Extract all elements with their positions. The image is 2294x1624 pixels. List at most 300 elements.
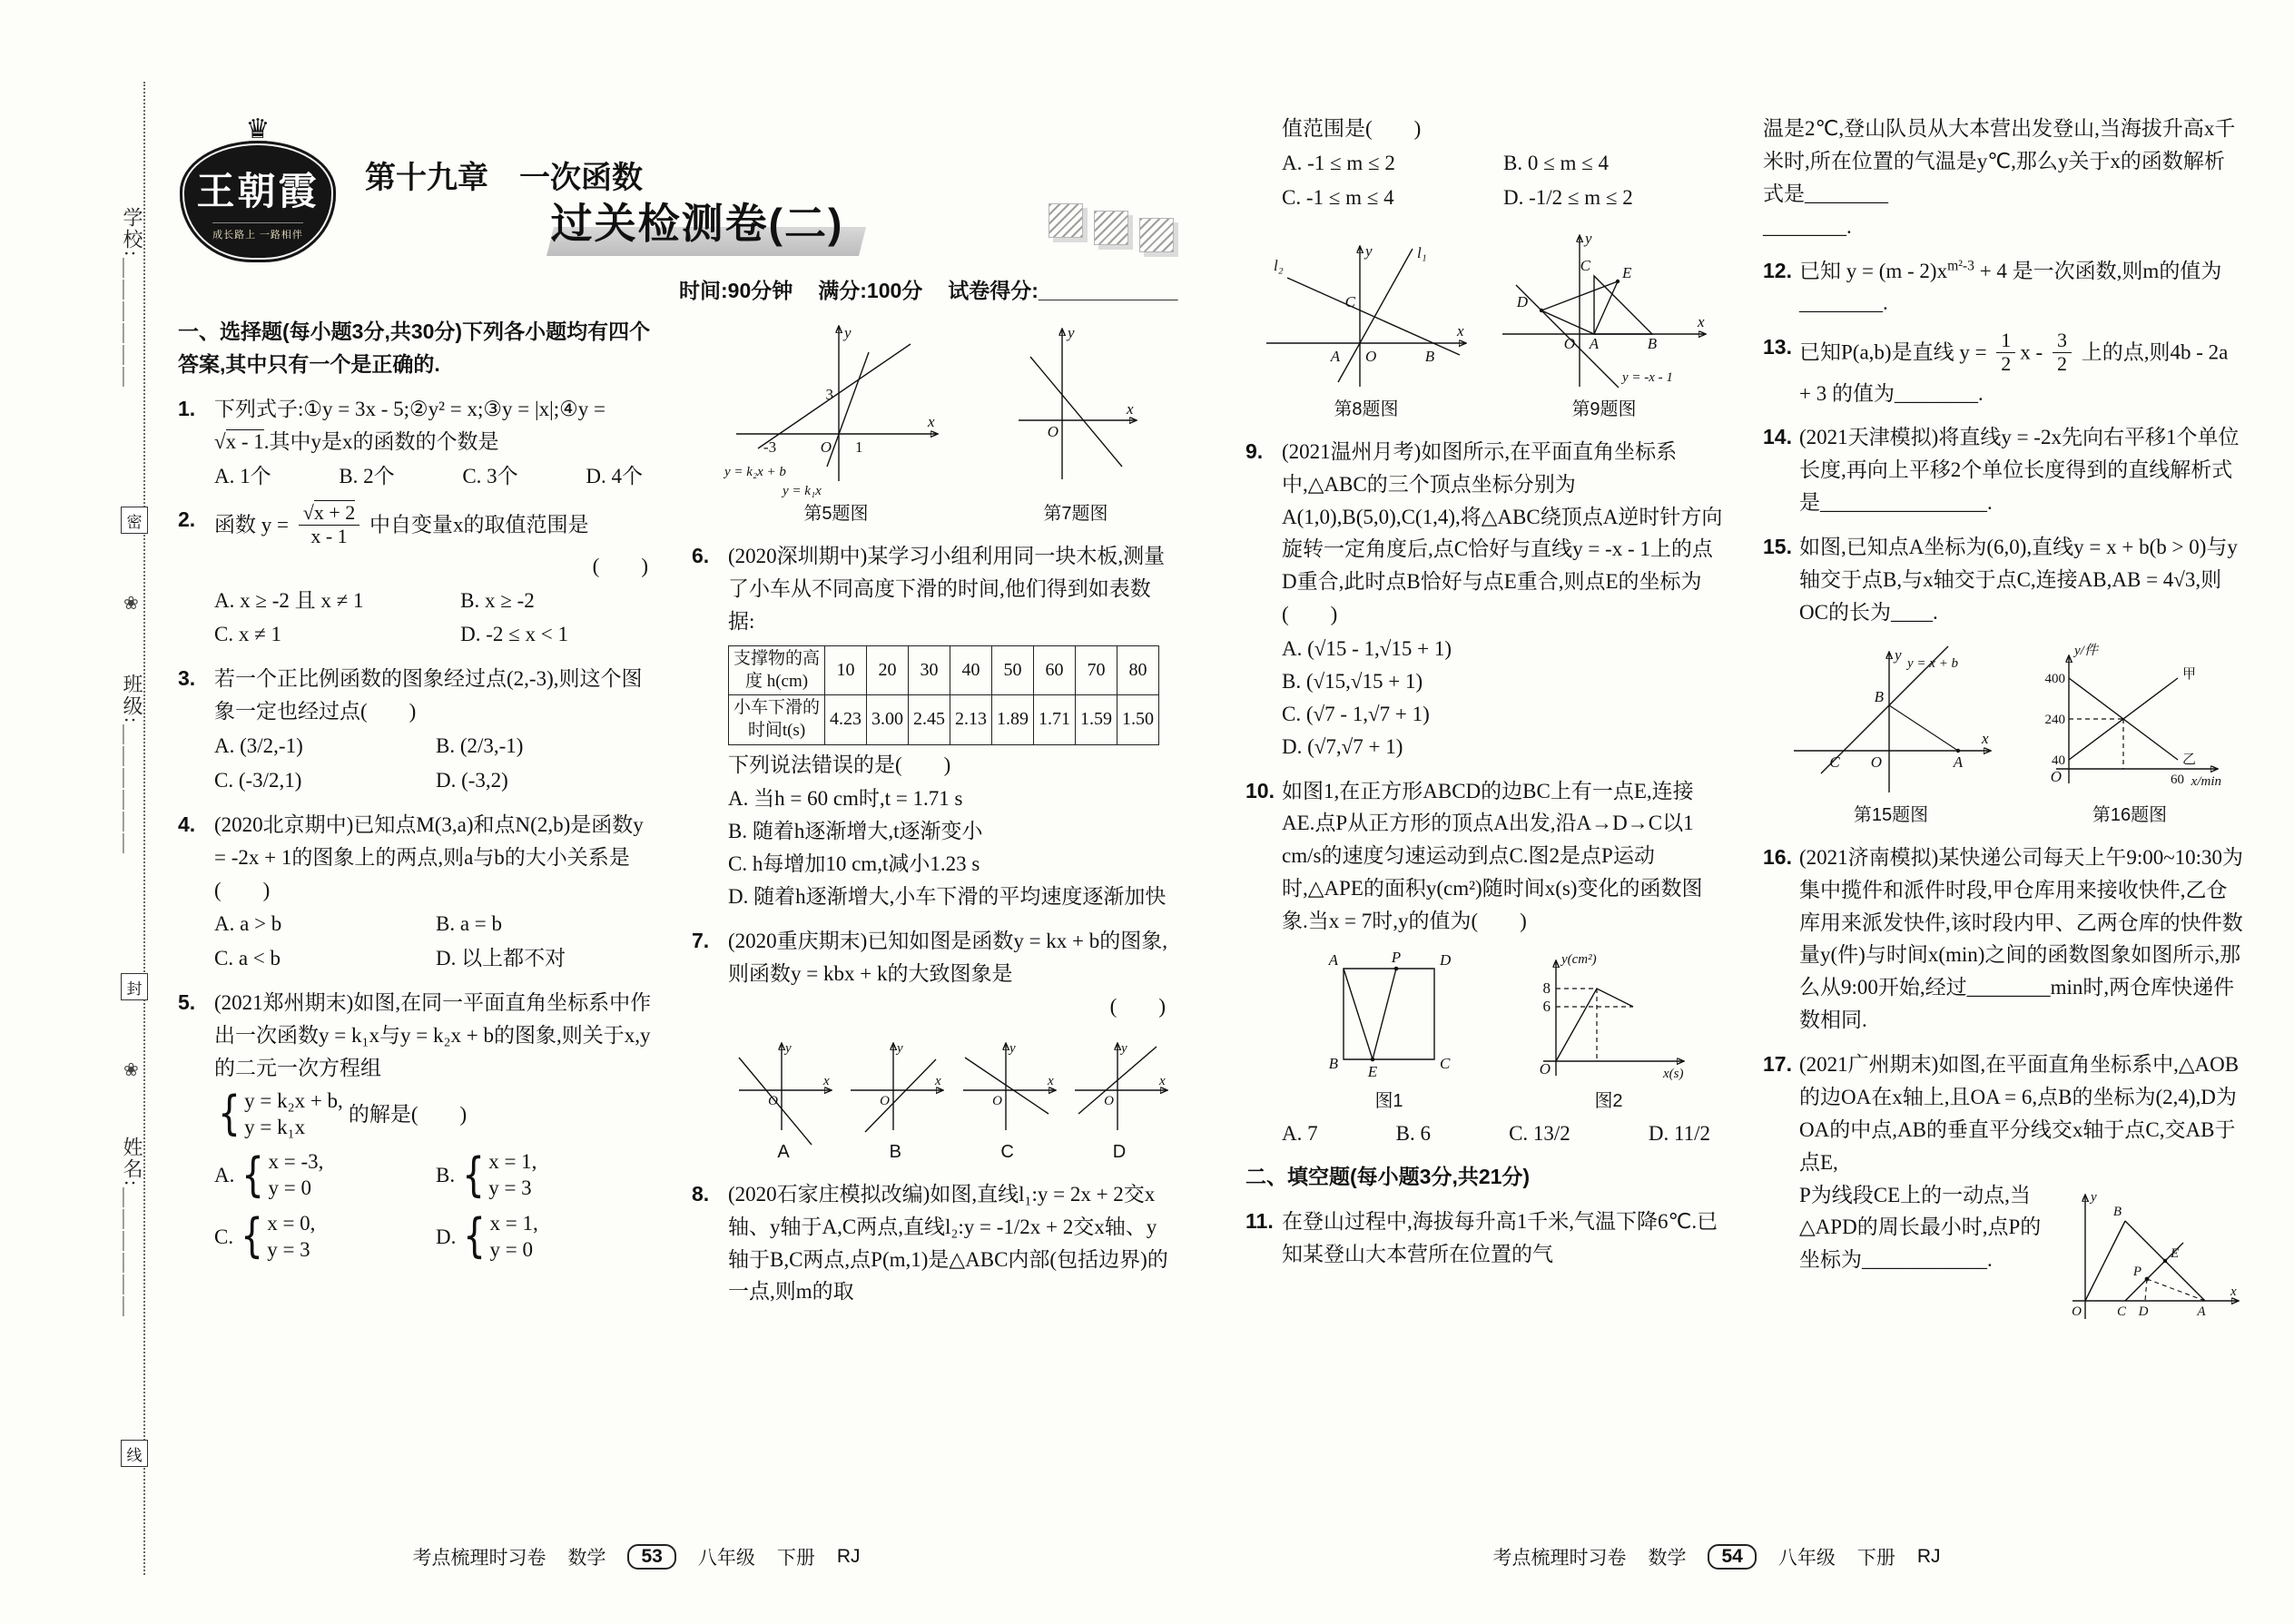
option: C. -1 ≤ m ≤ 4: [1282, 185, 1394, 209]
question-stem: (2020北京期中)已知点M(3,a)和点N(2,b)是函数y = -2x + 1的图象上的两点,则a与b的大小关系是( ): [214, 812, 644, 901]
question-12: [1763, 255, 2244, 320]
point-p: P: [1391, 948, 1402, 966]
option-label: C.: [214, 1225, 234, 1248]
table-row: [729, 645, 1159, 694]
tick-6: 6: [1542, 997, 1551, 1015]
denominator: 2: [2056, 351, 2067, 375]
data-table: [728, 645, 1159, 745]
x-label: x: [823, 1073, 830, 1088]
option: C. h每增加10 cm,t减小1.23 s: [728, 852, 980, 876]
cell: 50: [992, 645, 1034, 694]
option: [436, 1149, 657, 1202]
line-yi-label: 乙: [2181, 752, 2196, 767]
option: B. 0 ≤ m ≤ 4: [1503, 151, 1609, 174]
cell: 1.59: [1076, 695, 1117, 744]
footer-grade: 八年级: [697, 1548, 755, 1569]
question-stem-wrap: [1799, 1179, 2244, 1319]
q6-options: [728, 782, 1175, 913]
question-15: [1763, 531, 2244, 629]
option: [436, 1211, 657, 1264]
denominator: x - 1: [310, 525, 348, 547]
question-number: 15.: [1763, 535, 1792, 558]
origin-label: O: [768, 1093, 778, 1108]
question-ask: 下列说法错误的是( ): [728, 753, 951, 776]
option: D. 随着h逐渐增大,小车下滑的平均速度逐渐加快: [728, 885, 1167, 909]
figure-10-1-graph: [1316, 949, 1462, 1085]
question-1: [178, 393, 657, 493]
fraction: [1996, 330, 2015, 375]
exam-full-score: 满分:100分: [818, 279, 923, 302]
tick-240: 240: [2044, 712, 2065, 727]
question-stem: 温是2℃,登山队员从大本营出发登山,当海拔升高x千米时,所在位置的气温是y℃,那么y关于x的函数解析式是________: [1763, 117, 2236, 205]
option-line: y = 3: [267, 1237, 310, 1261]
x-label: x: [1697, 312, 1705, 330]
x-label: x: [935, 1073, 941, 1088]
y-label: y: [2091, 1189, 2097, 1205]
figures-q8-q9: [1247, 225, 1723, 424]
q9-options: [1282, 633, 1725, 763]
figures-q10: [1284, 949, 1723, 1116]
exam-meta: [679, 274, 1177, 304]
origin-label: O: [880, 1093, 891, 1108]
tick-3: 3: [825, 386, 833, 403]
question-10: [1245, 775, 1725, 1150]
question-number: 5.: [178, 990, 196, 1015]
line-k2x-b: [758, 344, 911, 448]
y-label: y: [1584, 229, 1592, 247]
option-line: x = 0,: [267, 1211, 316, 1235]
cell: 2.45: [909, 695, 950, 744]
footer-subject: 数学: [567, 1548, 606, 1569]
column-4: [1763, 113, 2244, 1339]
tick-neg3: -3: [763, 438, 777, 456]
area-curve: [1556, 989, 1633, 1061]
brand-name: 王朝霞: [196, 170, 320, 212]
point-e: E: [2171, 1245, 2180, 1261]
fraction: [299, 502, 360, 547]
option: C. x ≠ 1: [214, 623, 281, 646]
question-number: 16.: [1763, 844, 1792, 869]
y-axis-label: y/件: [2073, 643, 2098, 658]
cell: 1.89: [992, 695, 1034, 744]
option: B. 2个: [339, 464, 395, 487]
cell: 4.23: [825, 695, 867, 744]
stem-text: 函数 y =: [214, 513, 294, 536]
question-stem: (2020重庆期末)已知如图是函数y = kx + b的图象,则函数y = kbx + k的大致图象是: [728, 929, 1168, 985]
question-stem: [214, 393, 657, 458]
tick-8: 8: [1542, 979, 1551, 997]
point-a: A: [2197, 1304, 2206, 1319]
option: B. a = b: [436, 912, 503, 936]
point-e: E: [1367, 1062, 1378, 1080]
question-17: [1763, 1048, 2244, 1319]
point-b: B: [1424, 347, 1434, 365]
option: A. 7: [1282, 1122, 1318, 1146]
point-a-dot: [1955, 748, 1959, 752]
question-stem: [214, 501, 657, 549]
footer-right: [1403, 1543, 2030, 1570]
figure-caption: 第15题图: [1853, 804, 1929, 825]
question-stem: [1799, 255, 2244, 320]
figure-q16-graph: [2033, 640, 2228, 799]
option: D. (-3,2): [436, 768, 508, 792]
point-b: B: [1874, 687, 1884, 705]
y-label: y: [1894, 645, 1902, 664]
question-stem: 若一个正比例函数的图象经过点(2,-3),则这个图象一定也经过点( ): [214, 667, 643, 723]
question-number: 12.: [1763, 258, 1792, 282]
figure-caption: 第7题图: [1043, 504, 1108, 524]
figure-q5-graph: [723, 316, 950, 497]
point-a: A: [1330, 347, 1340, 365]
q2-options: [214, 585, 657, 652]
question-number: 7.: [692, 928, 710, 952]
origin-label: O: [1539, 1059, 1551, 1078]
x-label: x: [2230, 1284, 2237, 1299]
brace: {: [462, 1147, 486, 1203]
stem-text: 中自变量x的取值范围是: [364, 513, 589, 536]
question-number: 8.: [692, 1181, 710, 1206]
option-line: y = 0: [489, 1237, 533, 1261]
option: C. (√7 - 1,√7 + 1): [1282, 702, 1430, 725]
point-b: B: [2112, 1204, 2122, 1219]
option: A. a > b: [214, 912, 282, 936]
point-e-dot: [2163, 1258, 2167, 1262]
cell: 40: [950, 645, 992, 694]
radical-sign: √: [214, 429, 226, 453]
figure-caption: 图2: [1594, 1090, 1623, 1111]
y-label: y: [897, 1040, 903, 1056]
question-number: 11.: [1245, 1208, 1274, 1233]
question-stem: (2020深圳期中)某学习小组利用同一块木板,测量了小车从不同高度下滑的时间,他们得到如表数据:: [728, 545, 1166, 633]
denominator: 2: [2001, 351, 2012, 375]
choice-letter: C: [1000, 1141, 1014, 1162]
x-label: x: [1456, 321, 1464, 340]
question-2: [178, 501, 657, 651]
figure-q7: [1008, 316, 1144, 528]
point-c: C: [1580, 256, 1590, 274]
question-3: [178, 663, 657, 797]
question-number: 14.: [1763, 425, 1792, 449]
question-number: 17.: [1763, 1052, 1792, 1077]
figure-q8: [1255, 234, 1478, 424]
stem-text: P为线段CE上的一动点,当△APD的周长最小时,点P的坐标为____________.: [1799, 1183, 2042, 1272]
point-e: E: [1621, 263, 1631, 281]
question-stem: (2021广州期末)如图,在平面直角坐标系中,△AOB的边OA在x轴上,且OA = 6,点B的坐标为(2,4),D为OA的中点,AB的垂直平分线交x轴于点C,交AB于点E,: [1799, 1053, 2240, 1174]
x-label: x: [1047, 1073, 1054, 1088]
q3-options: [214, 730, 657, 797]
point-c: C: [1828, 753, 1840, 771]
radicand: x + 2: [313, 501, 356, 525]
question-stem: (2020石家庄模拟改编)如图,直线l₁:y = 2x + 2交x轴、y轴于A,C两点,直线l₂:y = -1/2x + 2交x轴、y轴于B,C两点,点P(m,1)是△ABC内部(包括边界)的一点,则m的取: [728, 1182, 1168, 1304]
point-c: C: [1344, 292, 1355, 310]
figure-q15-graph: [1780, 640, 2003, 799]
numerator: 1: [1996, 330, 2015, 353]
stem-text: 上的点,则4b - 2a + 3 的值为________.: [1799, 340, 2229, 405]
y-label: y: [844, 324, 852, 341]
option-label: B.: [436, 1164, 456, 1187]
radicand: x - 1: [225, 429, 264, 453]
point-p: P: [2132, 1264, 2141, 1279]
choice-letter: B: [889, 1141, 901, 1162]
page-title: 过关检测卷(二): [550, 200, 844, 247]
chapter-title: 第十九章 一次函数: [365, 161, 643, 195]
y-axis-label: y(cm²): [1561, 951, 1597, 967]
question-number: 4.: [178, 812, 196, 836]
crown-icon: ♛: [245, 114, 271, 144]
origin-label: O: [1870, 753, 1882, 771]
option: A. 1个: [214, 464, 271, 487]
cell: 3.00: [867, 695, 909, 744]
option-label: D.: [436, 1225, 457, 1248]
system-line: y = k₁x: [244, 1115, 306, 1138]
question-8: [692, 1178, 1175, 1309]
question-number: 6.: [692, 544, 710, 568]
question-11: [1245, 1206, 1725, 1271]
class-field: 班级:＿＿＿＿＿＿: [121, 674, 143, 856]
triangle-abc: [1594, 276, 1652, 334]
origin-label: O: [2050, 767, 2062, 785]
option: [214, 1211, 436, 1264]
cell: 10: [825, 645, 867, 694]
page-number: 53: [627, 1544, 675, 1570]
footer-volume: 下册: [776, 1548, 815, 1569]
question-stem: [1799, 331, 2244, 409]
option: D. -1/2 ≤ m ≤ 2: [1503, 185, 1633, 209]
segment-pd: [2145, 1279, 2147, 1301]
segment-ob: [2085, 1221, 2125, 1301]
figure-q9-graph: [1493, 225, 1716, 393]
row-header: 小车下滑的时间t(s): [729, 695, 825, 744]
option: B. (√15,√15 + 1): [1282, 669, 1423, 693]
graph-b: [842, 1034, 949, 1136]
point-d-dot: [1539, 308, 1542, 311]
exam-time: 时间:90分钟: [679, 279, 793, 302]
origin-label: O: [1104, 1093, 1114, 1108]
figures-q15-q16: [1765, 640, 2242, 830]
q10-options: [1282, 1117, 1725, 1150]
equation-label: y = k₁x: [783, 484, 822, 498]
cell: 30: [909, 645, 950, 694]
hatch-ornament: [1094, 211, 1128, 245]
question-number: 3.: [178, 666, 196, 691]
y-label: y: [785, 1040, 792, 1056]
option: D. -2 ≤ x < 1: [460, 623, 568, 646]
cell: 80: [1117, 645, 1159, 694]
origin-label: O: [820, 438, 832, 456]
figure-q8-graph: [1255, 234, 1478, 393]
question-stem: (2021天津模拟)将直线y = -2x先向右平移1个单位长度,再向上平移2个单位长度得到的直线解析式是________________.: [1799, 426, 2240, 515]
question-stem: (2021温州月考)如图所示,在平面直角坐标系中,△ABC的三个顶点坐标分别为A(1,0),B(5,0),C(1,4),将△ABC绕顶点A逆时针方向旋转一定角度后,点C恰好与直线y = -x - 1上的点D重合,此时点B恰好与点E重合,则点E的坐标为( ): [1282, 439, 1723, 626]
row-header: 支撑物的高度 h(cm): [729, 645, 825, 694]
radical-sign: √: [302, 501, 314, 525]
answer-paren: ( ): [592, 554, 648, 577]
option: D. 以上都不对: [436, 947, 566, 970]
point-e-dot: [1371, 1058, 1375, 1062]
y-label: y: [1364, 241, 1373, 260]
option: B. 6: [1395, 1122, 1432, 1146]
question-14: [1763, 421, 2244, 519]
numerator: 3: [2053, 330, 2072, 353]
l2-label: l₂: [1273, 256, 1284, 274]
option-line: x = -3,: [268, 1150, 324, 1174]
flower-icon: ❀: [123, 594, 139, 614]
footer-edition: RJ: [836, 1546, 861, 1567]
option-line: x = 1,: [488, 1150, 537, 1174]
segment-ep: [1373, 969, 1396, 1059]
question-stem: 如图,已知点A坐标为(6,0),直线y = x + b(b > 0)与y轴交于点B,与x轴交于点C,连接AB,AB = 4√3,则OC的长为____.: [1799, 536, 2238, 624]
brace: {: [241, 1147, 265, 1203]
option-label: A.: [214, 1164, 235, 1187]
cell: 70: [1076, 645, 1117, 694]
figure-q9: [1493, 225, 1716, 424]
cell: 2.13: [950, 695, 992, 744]
option: D. 11/2: [1648, 1122, 1710, 1146]
figure-10-2: [1527, 949, 1690, 1116]
figure-caption: 图1: [1374, 1090, 1403, 1111]
figure-caption: 第16题图: [2092, 804, 2168, 825]
page-number: 54: [1708, 1544, 1756, 1570]
section-choice-title: 一、选择题(每小题3分,共30分)下列各小题均有四个答案,其中只有一个是正确的.: [178, 320, 651, 376]
tick-40: 40: [2051, 753, 2065, 768]
option: C. a < b: [214, 947, 281, 970]
y-label: y: [1009, 1040, 1016, 1056]
point-c: C: [1440, 1054, 1451, 1072]
figure-q16: [2033, 640, 2228, 830]
point-d: D: [2138, 1304, 2149, 1319]
stem-text: 的解是( ): [348, 1102, 468, 1126]
option: C. 3个: [462, 464, 518, 487]
brand-badge: [180, 141, 336, 262]
x-axis-label: x/min: [2191, 773, 2221, 789]
exam-score-blank: 试卷得分:____________: [948, 279, 1178, 302]
point-b: B: [1647, 334, 1657, 352]
option: D. (√7,√7 + 1): [1282, 734, 1403, 758]
cell: 20: [867, 645, 909, 694]
square-abcd: [1344, 969, 1434, 1059]
choice-graph-d: [1066, 1034, 1173, 1166]
option: A. -1 ≤ m ≤ 2: [1282, 151, 1395, 174]
x-label: x: [1158, 1073, 1166, 1088]
seal-char-xian: 线: [121, 1440, 148, 1467]
origin-label: O: [991, 1093, 1002, 1108]
seal-char-feng: 封: [121, 973, 148, 1000]
line-jia-label: 甲: [2181, 666, 2196, 682]
choice-graph-b: [842, 1034, 949, 1166]
y-label: y: [1120, 1040, 1127, 1056]
line-kx-b: [1030, 357, 1122, 467]
option: B. 随着h逐渐增大,t逐渐变小: [728, 820, 983, 843]
origin-label: O: [1364, 347, 1376, 365]
question-13: [1763, 331, 2244, 409]
choice-letter: D: [1112, 1141, 1127, 1162]
graph-d: [1066, 1034, 1173, 1136]
school-field: 学校:＿＿＿＿＿＿: [121, 207, 143, 389]
origin-label: O: [1563, 334, 1575, 352]
brace: {: [218, 1087, 241, 1142]
question-stem: (2021济南模拟)某快递公司每天上午9:00~10:30为集中揽件和派件时段,甲仓库用来接收快件,乙仓库用来派发快件,该时段内甲、乙两仓库的快件数量y(件)与时间x(min)之间的函数图象如图所示,那么从9:00开始,经过________min时,两仓库快递件数相同.: [1799, 845, 2244, 1032]
footer-series: 考点梳理时习卷: [1492, 1548, 1627, 1569]
option: [214, 1149, 436, 1202]
answer-paren: ( ): [1109, 994, 1166, 1018]
question-stem: (2021郑州期末)如图,在同一平面直角坐标系中作出一次函数y = k₁x与y = k₂x + b的图象,则关于x,y的二元一次方程组: [214, 991, 652, 1079]
column-2: [692, 305, 1175, 1308]
stem-text: x -: [2020, 340, 2048, 364]
question-number: 1.: [178, 396, 196, 420]
question-number: 9.: [1245, 438, 1264, 463]
candidate-line: [865, 1059, 936, 1132]
tick-1: 1: [855, 438, 863, 456]
stem-text: + 4 是一次函数,则m的值为________.: [1799, 259, 2222, 315]
choice-graph-a: [730, 1034, 837, 1166]
footer-series: 考点梳理时习卷: [412, 1548, 546, 1569]
origin-label: O: [1047, 423, 1058, 440]
stem-text: 下列式子:①y = 3x - 5;②y² = x;③y = |x|;④y =: [214, 397, 605, 420]
question-stem: 值范围是( ): [1282, 117, 1422, 140]
cell: 1.50: [1117, 695, 1159, 744]
question-stem: 如图1,在正方形ABCD的边BC上有一点E,连接AE.点P从正方形的顶点A出发,沿A→D→C以1 cm/s的速度匀速运动到点C.图2是点P运动时,△APE的面积y(cm²)随时间x(s)变化的函数图象.当x = 7时,y的值为( ): [1282, 779, 1703, 933]
q4-options: [214, 908, 657, 975]
figure-10-1: [1316, 949, 1462, 1116]
figure-10-2-graph: [1527, 949, 1690, 1085]
option-line: x = 1,: [489, 1211, 538, 1235]
system-line: y = k₂x + b,: [244, 1088, 343, 1112]
hatch-ornament: [1139, 218, 1174, 252]
figure-q7-graph: [1008, 316, 1144, 497]
figure-caption: 第8题图: [1334, 399, 1399, 419]
figure-q17: [2058, 1181, 2244, 1335]
option: A. (√15 - 1,√15 + 1): [1282, 637, 1452, 661]
point-b: B: [1328, 1054, 1338, 1072]
question-number: 2.: [178, 507, 196, 532]
option: A. x ≥ -2 且 x ≠ 1: [214, 588, 364, 612]
equation-label: y = k₂x + b: [724, 465, 786, 479]
question-16: [1763, 842, 2244, 1037]
point-d: D: [1516, 292, 1528, 310]
name-field: 姓名:＿＿＿＿＿＿: [121, 1137, 143, 1319]
point-p-dot: [1394, 967, 1399, 971]
question-7: [692, 925, 1175, 1166]
q1-options: [214, 460, 657, 493]
stem-text: .其中y是x的函数的个数是: [263, 429, 499, 453]
x-label: x: [928, 413, 935, 430]
section-fill-title: 二、填空题(每小题3分,共21分): [1245, 1165, 1531, 1188]
flower-icon: ❀: [123, 1060, 139, 1080]
equation-label: y = -x - 1: [1621, 369, 1673, 385]
figure-q15: [1780, 640, 2003, 830]
segment-ae: [1344, 969, 1373, 1059]
brand-logo: [180, 116, 336, 283]
candidate-line: [965, 1058, 1049, 1114]
tick-60: 60: [2170, 772, 2184, 787]
x-label: x: [1127, 400, 1134, 418]
x-label: x: [1981, 729, 1989, 747]
figure-q17-graph: [2058, 1181, 2244, 1335]
q5-options: [214, 1142, 657, 1263]
stem-text: 已知P(a,b)是直线 y =: [1799, 340, 1993, 364]
equation-label: y = x + b: [1906, 655, 1958, 671]
point-a: A: [1953, 753, 1963, 771]
point-a: A: [1328, 950, 1338, 969]
brace: {: [463, 1209, 487, 1265]
stem-text: 已知 y = (m - 2)x: [1799, 259, 1948, 282]
column-1: [178, 305, 657, 1263]
question-5: [178, 987, 657, 1263]
figure-caption: 第5题图: [803, 504, 869, 524]
graph-a: [730, 1034, 837, 1136]
question-9: [1245, 436, 1725, 763]
brand-tagline: 成长路上 一路相伴: [212, 222, 303, 241]
option: A. 当h = 60 cm时,t = 1.71 s: [728, 787, 963, 811]
